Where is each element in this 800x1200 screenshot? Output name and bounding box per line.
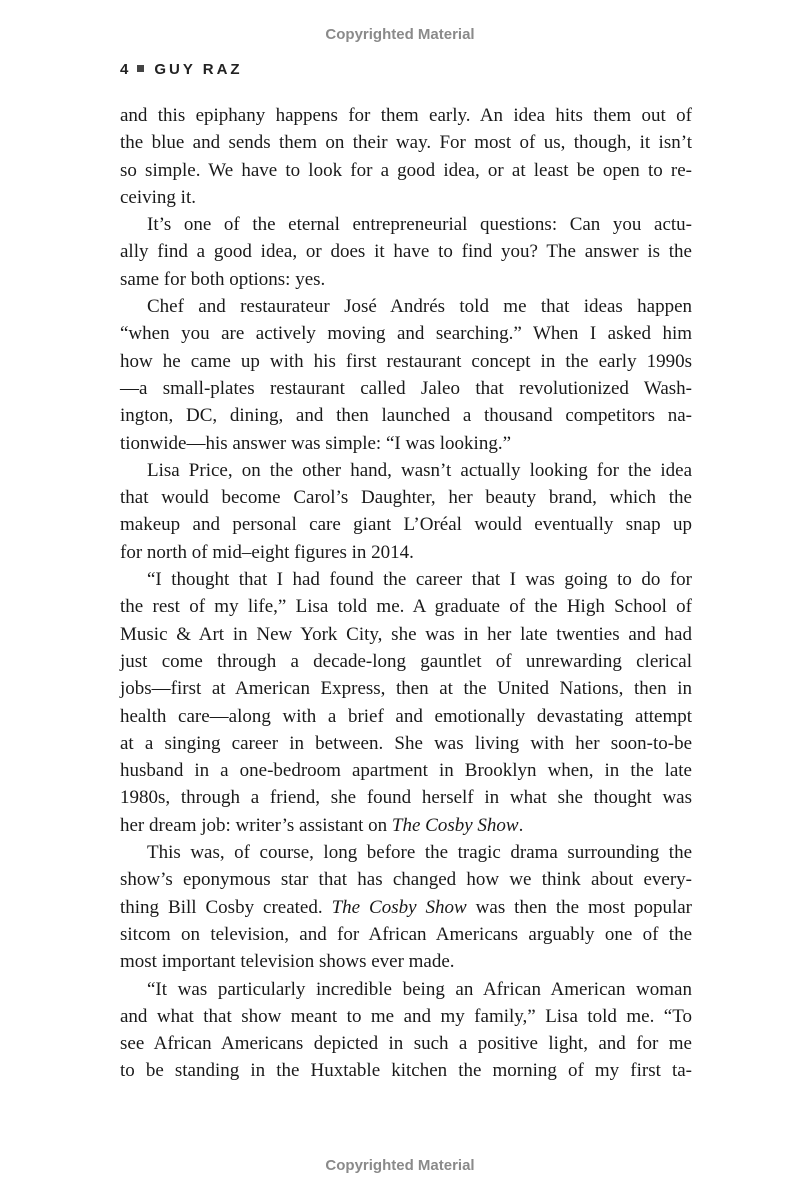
text-line: for north of mid–eight figures in 2014. (120, 541, 414, 563)
text-line: It’s one of the eternal entrepreneurial questions: Can you actu- (147, 214, 692, 236)
text-segment: thing Bill Cosby created. (120, 896, 332, 918)
text-line: and what that show meant to me and my family,” Lisa told me. “To (120, 1005, 692, 1027)
text-line: so simple. We have to look for a good idea, or at least be open to re- (120, 159, 692, 181)
text-line: how he came up with his first restaurant concept in the early 1990s (120, 350, 692, 372)
text-line: ington, DC, dining, and then launched a thousand competitors na- (120, 405, 692, 427)
text-line: at a singing career in between. She was living with her soon-to-be (120, 732, 692, 754)
text-line: Chef and restaurateur José Andrés told me that ideas happen (147, 296, 692, 318)
running-head (120, 61, 243, 78)
text-line (120, 812, 692, 839)
copyright-watermark-top: Copyrighted Material (325, 26, 475, 43)
text-line: ceiving it. (120, 186, 196, 208)
text-segment: her dream job: writer’s assistant on (120, 814, 392, 836)
square-separator-icon (137, 65, 144, 72)
text-line: husband in a one-bedroom apartment in Brooklyn when, in the late (120, 760, 692, 782)
text-line: that would become Carol’s Daughter, her beauty brand, which the (120, 487, 692, 509)
text-line: most important television shows ever made. (120, 951, 455, 973)
text-line: “when you are actively moving and searching.” When I asked him (120, 323, 692, 345)
text-line: ally find a good idea, or does it have to find you? The answer is the (120, 241, 692, 263)
copyright-watermark-bottom: Copyrighted Material (325, 1157, 475, 1174)
show-title: The Cosby Show (391, 814, 519, 836)
text-line: the blue and sends them on their way. For most of us, though, it isn’t (120, 132, 692, 154)
text-line: show’s eponymous star that has changed how we think about every- (120, 869, 692, 891)
text-line: just come through a decade-long gauntlet of unrewarding clerical (120, 650, 692, 672)
text-line: “I thought that I had found the career that I was going to do for (147, 569, 692, 591)
text-line: Lisa Price, on the other hand, wasn’t actually looking for the idea (147, 459, 692, 481)
text-segment: was then the most popular (466, 896, 692, 918)
text-line (120, 894, 692, 921)
text-line: makeup and personal care giant L’Oréal would eventually snap up (120, 514, 692, 536)
text-line: 1980s, through a friend, she found herself in what she thought was (120, 787, 692, 809)
show-title: The Cosby Show (331, 896, 467, 918)
text-line: and this epiphany happens for them early. An idea hits them out of (120, 105, 692, 126)
text-line: This was, of course, long before the tragic drama surrounding the (147, 842, 692, 864)
text-line: see African Americans depicted in such a positive light, and for me (120, 1033, 692, 1055)
text-line: same for both options: yes. (120, 268, 326, 290)
text-line: sitcom on television, and for African Americans arguably one of the (120, 923, 692, 945)
text-line: the rest of my life,” Lisa told me. A graduate of the High School of (120, 596, 692, 618)
text-line: —a small-plates restaurant called Jaleo that revolutionized Wash- (120, 377, 692, 399)
text-line: health care—along with a brief and emotionally devastating attempt (120, 705, 692, 727)
body-text (120, 102, 692, 1085)
text-segment: . (518, 814, 524, 836)
text-line: jobs—first at American Express, then at the United Nations, then in (120, 678, 692, 700)
page-number: 4 (120, 61, 132, 78)
text-line: Music & Art in New York City, she was in her late twenties and had (120, 623, 692, 645)
text-line: “It was particularly incredible being an African American woman (147, 978, 692, 1000)
text-line: tionwide—his answer was simple: “I was looking.” (120, 432, 512, 454)
author-name: GUY RAZ (154, 61, 243, 78)
text-line: to be standing in the Huxtable kitchen the morning of my first ta- (120, 1060, 692, 1082)
